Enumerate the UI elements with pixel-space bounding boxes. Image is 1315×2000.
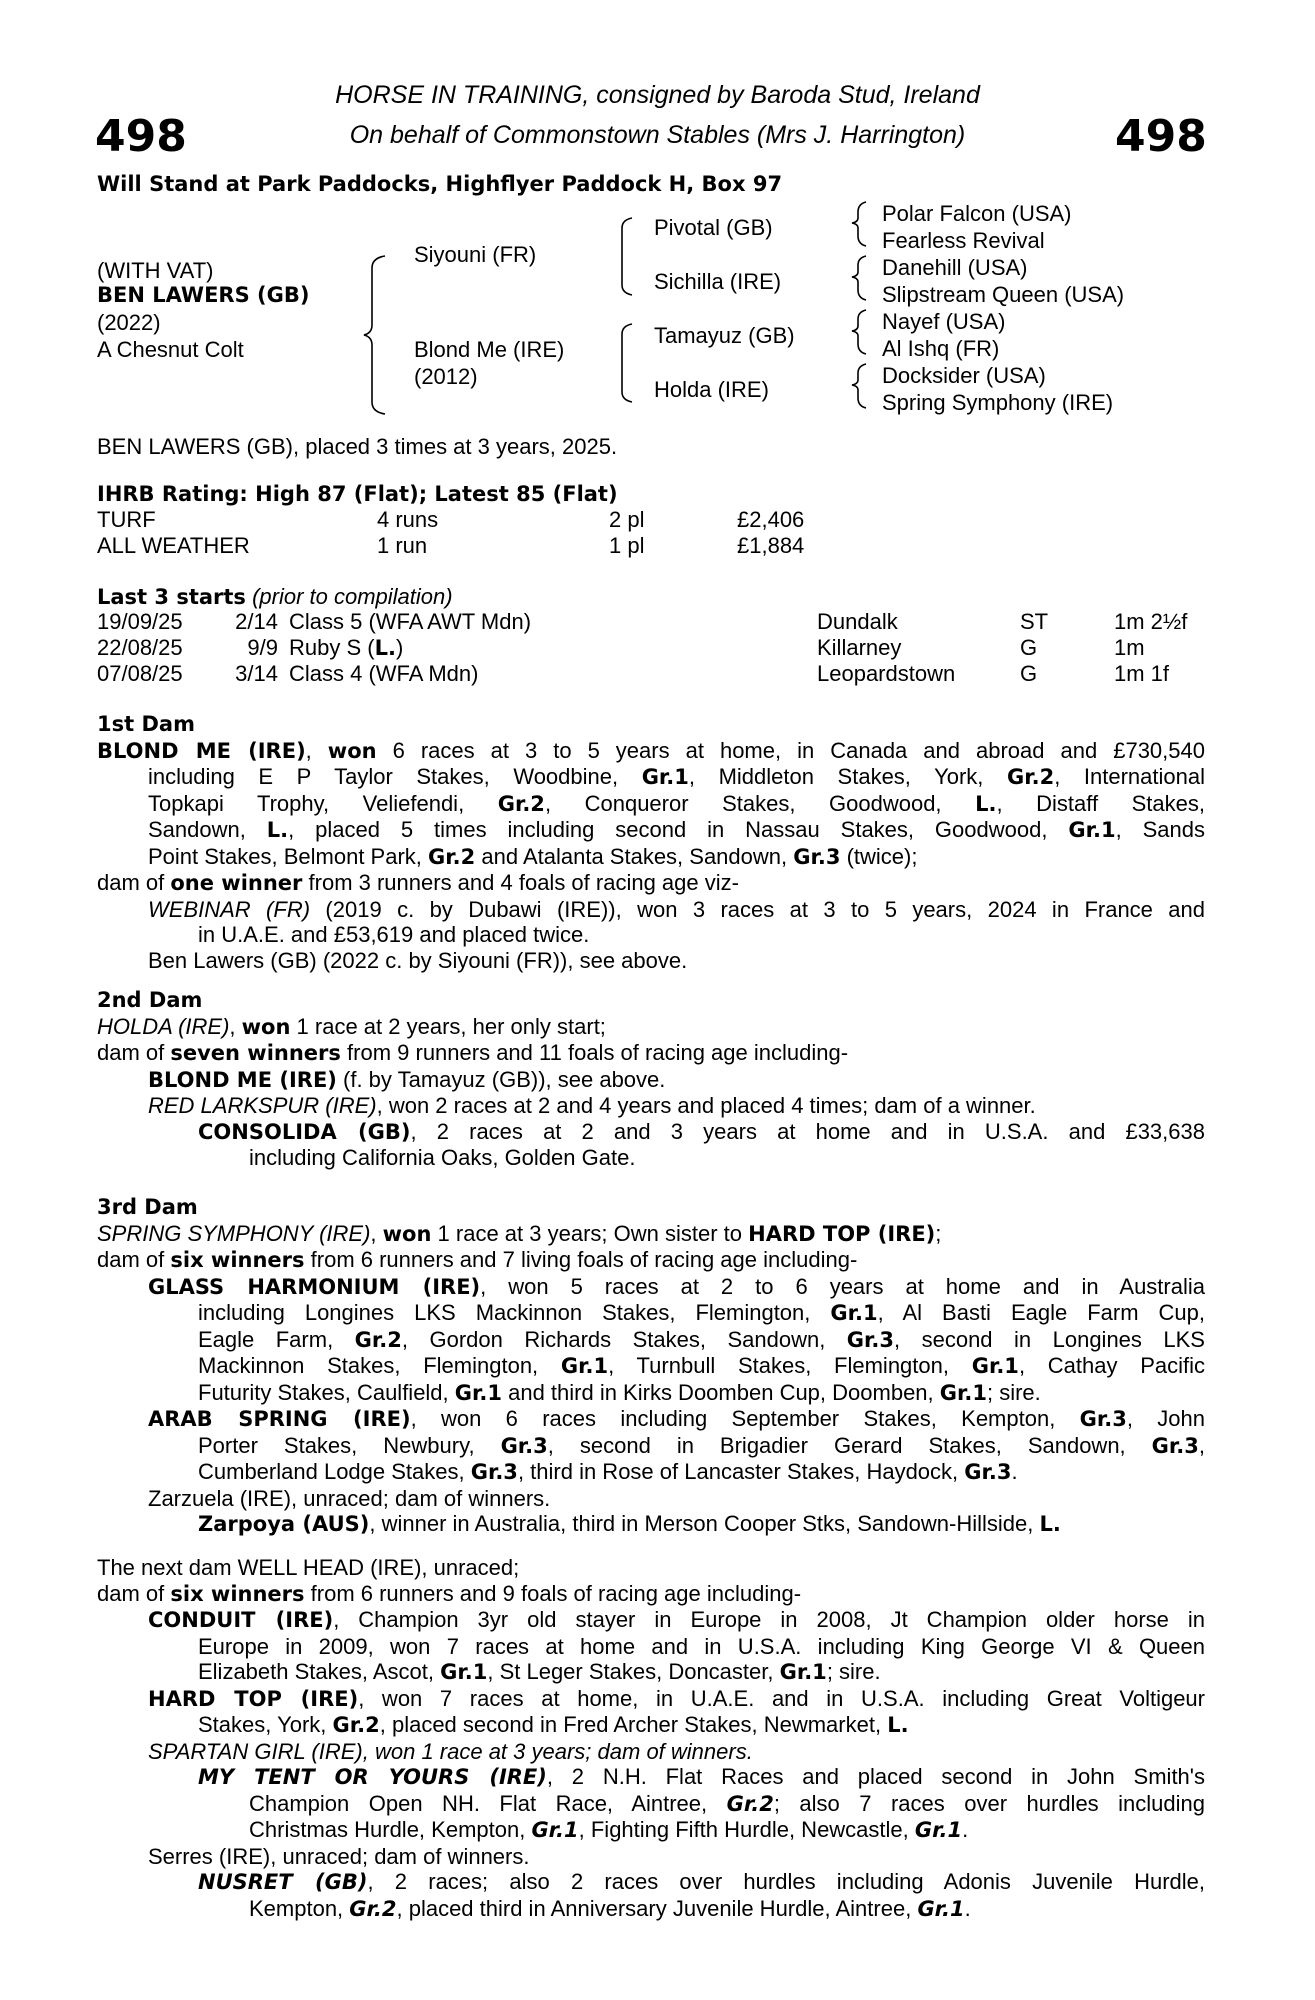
third-dam-heading: 3rd Dam: [97, 1195, 198, 1219]
next-dam-produce: dam of six winners from 6 runners and 9 foals of racing age including-: [97, 1580, 802, 1606]
first-dam-line: Sandown, L., placed 5 times including second in Nassau Stakes, Goodwood, Gr.1, Sands: [148, 817, 1205, 842]
produce-red-larkspur: RED LARKSPUR (IRE), won 2 races at 2 and 4 years and placed 4 times; dam of a winner.: [148, 1093, 1036, 1118]
brace-sire: [622, 218, 632, 295]
dam-name: BLOND ME (IRE): [97, 738, 306, 763]
start-going: G: [1020, 635, 1038, 660]
pedigree-g3-3: Danehill (USA): [882, 255, 1028, 280]
next-dam-line: The next dam WELL HEAD (IRE), unraced;: [97, 1555, 520, 1580]
rating-placed: 1 pl: [609, 533, 645, 558]
consignor-line: HORSE IN TRAINING, consigned by Baroda Stud, Ireland: [335, 81, 980, 109]
pedigree-g3-7: Docksider (USA): [882, 363, 1046, 388]
produce-hard-top: HARD TOP (IRE), won 7 races at home, in U.A.E. and in U.S.A. including Great Voltigeur: [148, 1685, 1205, 1711]
rating-surface: TURF: [97, 507, 156, 532]
last-starts-heading: Last 3 starts: [97, 585, 246, 609]
first-dam-produce: dam of one winner from 3 runners and 4 foals of racing age viz-: [97, 870, 739, 895]
brace-dam: [622, 324, 632, 402]
produce-my-tent-cont: Champion Open NH. Flat Race, Aintree, Gr.2; also 7 races over hurdles including: [249, 1790, 1205, 1816]
brace-g3: [852, 310, 866, 354]
pedigree-g3-4: Slipstream Queen (USA): [882, 282, 1125, 307]
last-starts-table: [97, 609, 1207, 689]
start-course: Dundalk: [817, 609, 898, 634]
second-dam-section: [97, 988, 1205, 1171]
first-dam-section: [97, 712, 1205, 973]
pedigree-dam-sire: Tamayuz (GB): [654, 323, 795, 348]
start-date: 07/08/25: [97, 661, 183, 686]
last-starts-note: (prior to compilation): [252, 584, 453, 609]
horse-year: (2022): [97, 310, 161, 335]
start-race-text: Ruby S (: [289, 635, 375, 660]
rating-runs: 4 runs: [377, 507, 439, 532]
produce-webinar-cont: in U.A.E. and £53,619 and placed twice.: [198, 922, 590, 947]
start-race-grade: L.: [374, 636, 396, 660]
produce-zarzuela: Zarzuela (IRE), unraced; dam of winners.: [148, 1485, 551, 1511]
rating-heading: IHRB Rating: High 87 (Flat); Latest 85 (Flat): [97, 482, 618, 506]
first-dam-line: Point Stakes, Belmont Park, Gr.2 and Atalanta Stakes, Sandown, Gr.3 (twice);: [148, 843, 918, 869]
pedigree-sire-dam: Sichilla (IRE): [654, 269, 782, 294]
pedigree-g3-8: Spring Symphony (IRE): [882, 390, 1114, 415]
produce-my-tent: MY TENT OR YOURS (IRE), 2 N.H. Flat Races and placed second in John Smith's: [198, 1764, 1205, 1789]
produce-glass-cont: Eagle Farm, Gr.2, Gordon Richards Stakes, Sandown, Gr.3, second in Longines LKS: [198, 1326, 1205, 1352]
produce-conduit-cont: Europe in 2009, won 7 races at home and in U.S.A. including King George VI & Queen: [198, 1633, 1205, 1659]
produce-zarpoya: Zarpoya (AUS), winner in Australia, third in Merson Cooper Stks, Sandown-Hillside, L.: [198, 1511, 1061, 1536]
rating-row-turf: [97, 507, 897, 559]
start-date: 19/09/25: [97, 609, 183, 634]
first-dam-line: including E P Taylor Stakes, Woodbine, Gr.1, Middleton Stakes, York, Gr.2, International: [148, 764, 1205, 789]
third-dam-section: [97, 1195, 1205, 1538]
produce-webinar: WEBINAR (FR) (2019 c. by Dubawi (IRE)), won 3 races at 3 to 5 years, 2024 in France and: [148, 896, 1206, 922]
start-race: [289, 635, 403, 662]
start-going: ST: [1020, 609, 1049, 634]
produce-arab-cont: Porter Stakes, Newbury, Gr.3, second in Brigadier Gerard Stakes, Sandown, Gr.3,: [198, 1432, 1205, 1458]
pedigree-sire-sire: Pivotal (GB): [654, 215, 773, 240]
start-race-after: ): [395, 635, 404, 660]
produce-glass-harmonium: GLASS HARMONIUM (IRE), won 5 races at 2 to 6 years at home and in Australia: [148, 1273, 1205, 1299]
pedigree-sire: Siyouni (FR): [414, 242, 537, 267]
race-summary: BEN LAWERS (GB), placed 3 times at 3 years, 2025.: [97, 434, 618, 459]
won-label: won: [327, 738, 377, 763]
last-starts-heading-row: [97, 584, 453, 611]
rating-runs: 1 run: [377, 533, 428, 558]
first-dam-heading: 1st Dam: [97, 712, 195, 736]
start-going: G: [1020, 661, 1038, 686]
brace-g4: [852, 364, 866, 408]
rating-prize: £1,884: [737, 533, 805, 558]
start-race: [289, 609, 531, 635]
rating-surface: ALL WEATHER: [97, 533, 250, 558]
next-dam-section: [97, 1555, 1205, 1922]
first-dam-line: BLOND ME (IRE), won 6 races at 3 to 5 years at home, in Canada and abroad and £730,540: [97, 737, 1205, 763]
produce-serres: Serres (IRE), unraced; dam of winners.: [148, 1843, 530, 1869]
start-pos: 9/9: [247, 635, 278, 660]
horse-name: BEN LAWERS (GB): [97, 283, 310, 307]
start-distance: 1m 2½f: [1114, 609, 1188, 634]
second-dam-heading: 2nd Dam: [97, 988, 203, 1012]
on-behalf-line: On behalf of Commonstown Stables (Mrs J. Harrington): [349, 121, 966, 149]
rating-placed: 2 pl: [609, 507, 645, 532]
produce-conduit-cont: Elizabeth Stakes, Ascot, Gr.1, St Leger Stakes, Doncaster, Gr.1; sire.: [198, 1659, 881, 1684]
second-dam-produce: dam of seven winners from 9 runners and 11 foals of racing age including-: [97, 1040, 849, 1065]
produce-spartan-girl: SPARTAN GIRL (IRE), won 1 race at 3 years; dam of winners.: [148, 1738, 753, 1764]
produce-my-tent-cont: Christmas Hurdle, Kempton, Gr.1, Fighting Fifth Hurdle, Newcastle, Gr.1.: [249, 1817, 969, 1842]
brace-main: [364, 256, 385, 414]
pedigree-g3-1: Polar Falcon (USA): [882, 201, 1072, 226]
produce-ben-lawers: Ben Lawers (GB) (2022 c. by Siyouni (FR)), see above.: [148, 947, 688, 973]
vat-label: (WITH VAT): [97, 258, 214, 283]
produce-glass-cont: Futurity Stakes, Caulfield, Gr.1 and third in Kirks Doomben Cup, Doomben, Gr.1; sire.: [198, 1379, 1041, 1405]
second-dam-line: HOLDA (IRE), won 1 race at 2 years, her only start;: [97, 1013, 606, 1039]
start-distance: 1m: [1114, 635, 1145, 660]
produce-arab-spring: ARAB SPRING (IRE), won 6 races including September Stakes, Kempton, Gr.3, John: [148, 1406, 1205, 1431]
start-race-text: Class 5 (WFA AWT Mdn): [289, 609, 532, 634]
pedigree-g3-6: Al Ishq (FR): [882, 336, 1000, 361]
brace-g1: [852, 202, 866, 246]
start-course: Killarney: [817, 635, 902, 660]
produce-consolida: CONSOLIDA (GB), 2 races at 2 and 3 years at home and in U.S.A. and £33,638: [198, 1118, 1205, 1144]
lot-number-right: 498: [1115, 111, 1207, 162]
pedigree-g3-5: Nayef (USA): [882, 309, 1006, 334]
brace-g2: [852, 256, 866, 300]
produce-nusret-cont: Kempton, Gr.2, placed third in Anniversary Juvenile Hurdle, Aintree, Gr.1.: [249, 1895, 971, 1921]
produce-blond-me: BLOND ME (IRE) (f. by Tamayuz (GB)), see above.: [148, 1066, 666, 1092]
start-course: Leopardstown: [817, 661, 956, 686]
horse-description: A Chesnut Colt: [97, 337, 244, 362]
produce-glass-cont: Mackinnon Stakes, Flemington, Gr.1, Turnbull Stakes, Flemington, Gr.1, Cathay Pacific: [198, 1353, 1206, 1378]
produce-consolida-cont: including California Oaks, Golden Gate.: [249, 1145, 636, 1170]
rating-prize: £2,406: [737, 507, 805, 532]
pedigree-dam: Blond Me (IRE): [414, 337, 565, 362]
start-pos: 2/14: [235, 609, 278, 634]
third-dam-produce: dam of six winners from 6 runners and 7 living foals of racing age including-: [97, 1247, 858, 1272]
produce-hard-top-cont: Stakes, York, Gr.2, placed second in Fred Archer Stakes, Newmarket, L.: [198, 1712, 909, 1737]
start-distance: 1m 1f: [1114, 661, 1170, 686]
produce-nusret: NUSRET (GB), 2 races; also 2 races over hurdles including Adonis Juvenile Hurdle,: [198, 1869, 1205, 1894]
start-pos: 3/14: [235, 661, 278, 686]
produce-conduit: CONDUIT (IRE), Champion 3yr old stayer in Europe in 2008, Jt Champion older horse in: [148, 1607, 1206, 1632]
start-date: 22/08/25: [97, 635, 183, 660]
start-race: [289, 661, 478, 687]
pedigree-g3-2: Fearless Revival: [882, 228, 1045, 253]
lot-number-left: 498: [95, 111, 187, 162]
pedigree-dam-year: (2012): [414, 364, 478, 389]
first-dam-line: Topkapi Trophy, Veliefendi, Gr.2, Conqueror Stakes, Goodwood, L., Distaff Stakes,: [148, 790, 1205, 816]
produce-glass-cont: including Longines LKS Mackinnon Stakes, Flemington, Gr.1, Al Basti Eagle Farm Cup,: [198, 1300, 1205, 1325]
pedigree-dam-dam: Holda (IRE): [654, 377, 769, 402]
start-race-text: Class 4 (WFA Mdn): [289, 661, 479, 686]
stable-location: Will Stand at Park Paddocks, Highflyer Paddock H, Box 97: [97, 172, 783, 196]
third-dam-line: SPRING SYMPHONY (IRE), won 1 race at 3 years; Own sister to HARD TOP (IRE);: [97, 1220, 942, 1246]
produce-arab-cont: Cumberland Lodge Stakes, Gr.3, third in Rose of Lancaster Stakes, Haydock, Gr.3.: [198, 1459, 1018, 1484]
